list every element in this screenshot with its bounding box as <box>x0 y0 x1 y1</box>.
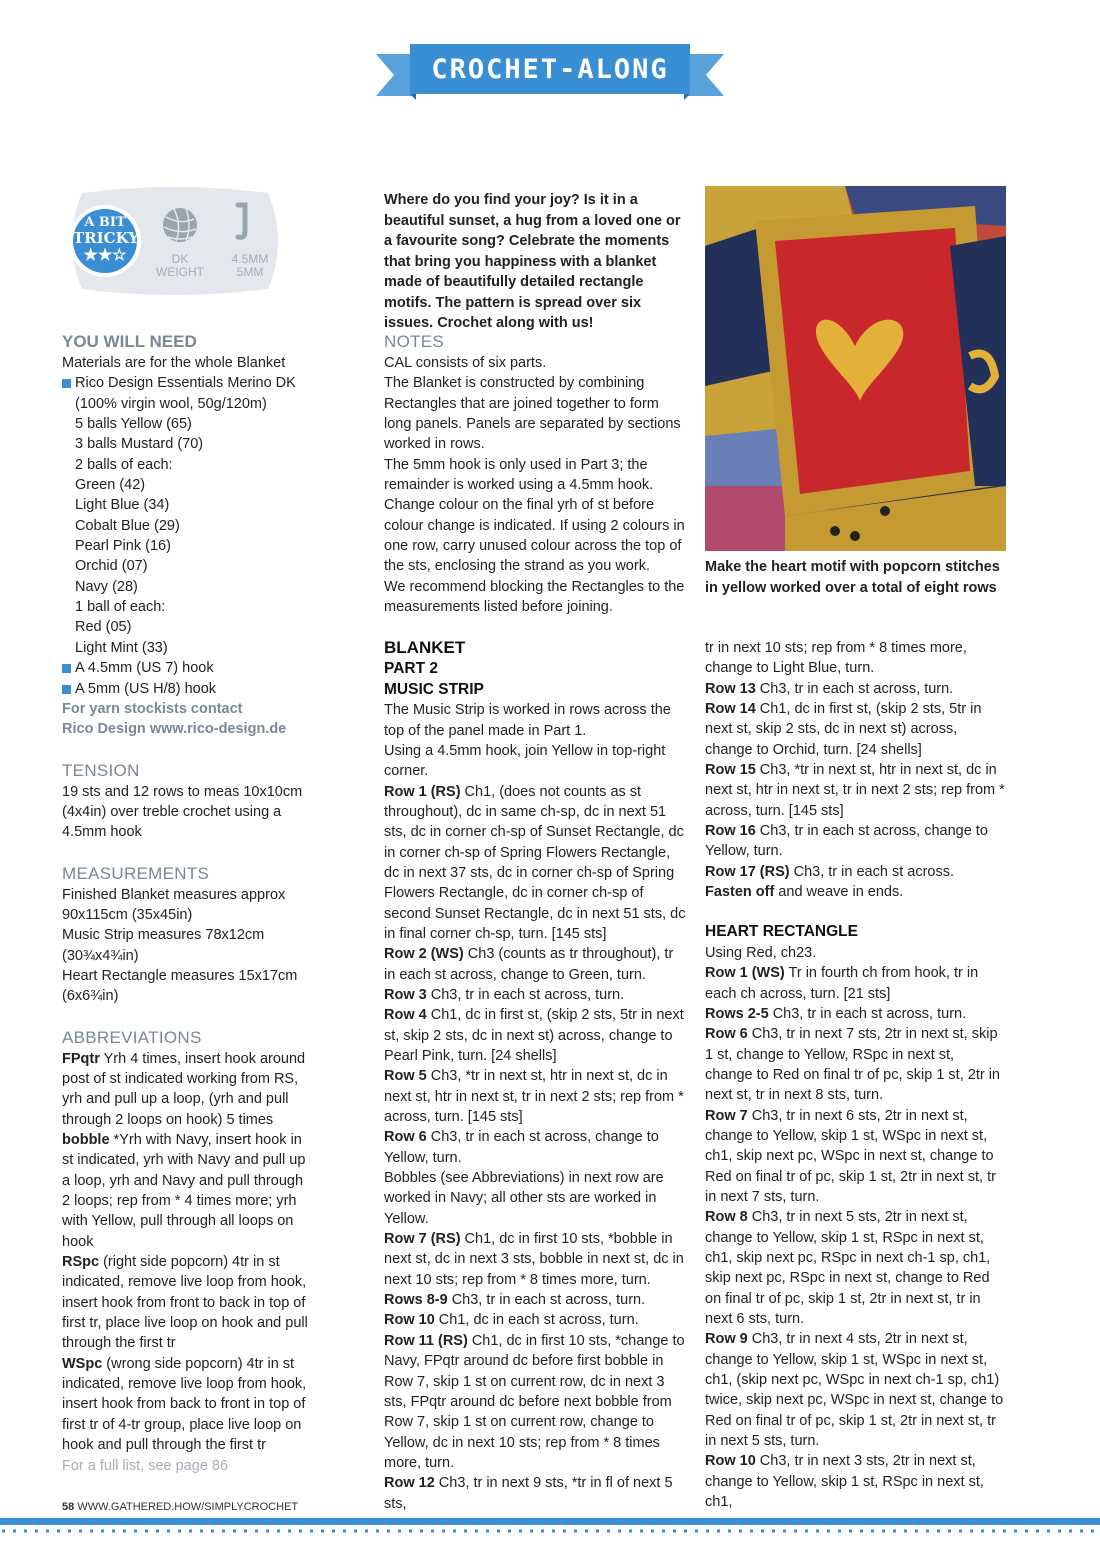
pattern-row <box>705 1004 1005 1024</box>
photo-caption: Make the heart motif with popcorn stitches in yellow worked over a total of eight rows <box>705 559 1000 596</box>
row-label: Row 14 <box>705 701 756 718</box>
row-label: Row 10 <box>384 1312 435 1329</box>
row-text: Ch1, dc in first st, (skip 2 sts, 5tr in next st, skip 2 sts, dc in next st) across, change to Orchid, turn. [24 shells] <box>705 701 982 758</box>
row-label: Row 7 (RS) <box>384 1231 461 1248</box>
list-item: Orchid (07) <box>75 558 148 575</box>
row-text: Ch3, tr in next 9 sts, *tr in fl of next 5 sts, <box>384 1475 673 1512</box>
abbr-term: RSpc <box>62 1254 100 1271</box>
pattern-row <box>384 1290 687 1310</box>
pattern-text: The Music Strip is worked in rows across the top of the panel made in Part 1. <box>384 702 671 739</box>
column-1 <box>62 331 312 1476</box>
hook-item: A 4.5mm (US 7) hook <box>62 658 312 678</box>
row-label: Row 6 <box>384 1129 427 1146</box>
row-label: Row 16 <box>705 823 756 840</box>
pattern-row <box>384 1005 687 1066</box>
row-text: Tr in fourth ch from hook, tr in each ch across, turn. [21 sts] <box>705 965 979 1002</box>
note-paragraph: The Blanket is constructed by combining Rectangles that are joined together to form long panels. Panels are separated by sections worked in rows. <box>384 375 681 453</box>
pattern-row <box>705 679 1005 699</box>
pattern-row <box>384 944 687 985</box>
abbreviations-footnote: For a full list, see page 86 <box>62 1457 229 1474</box>
stockist-contact: For yarn stockists contact <box>62 700 243 717</box>
column-2 <box>384 331 687 1514</box>
pattern-row <box>705 699 1005 760</box>
pattern-row <box>705 821 1005 862</box>
heart-rectangle-heading: HEART RECTANGLE <box>705 923 858 941</box>
footer-dot-rule <box>0 1528 1100 1534</box>
list-item: Navy (28) <box>75 578 138 595</box>
row-label: Row 17 (RS) <box>705 863 790 880</box>
pattern-row <box>384 1229 687 1290</box>
pattern-row <box>705 1024 1005 1105</box>
row-label: Row 2 (WS) <box>384 946 464 963</box>
tension-text: 19 sts and 12 rows to meas 10x10cm (4x4in) over treble crochet using a 4.5mm hook <box>62 783 303 841</box>
measurements-heading: MEASUREMENTS <box>62 863 210 883</box>
yarn-item: Rico Design Essentials Merino DK <box>62 373 312 393</box>
note-paragraph: CAL consists of six parts. <box>384 355 547 371</box>
intro-text: Where do you find your joy? Is it in a beautiful sunset, a hug from a loved one or a favourite song? Celebrate the moments that bring you happiness with a blanket made of beautifully detailed rectangle motifs. The pattern is spread over six issues. Crochet along with us! <box>384 192 681 331</box>
note-paragraph: The 5mm hook is only used in Part 3; the remainder is worked using a 4.5mm hook. <box>384 456 654 494</box>
yarn-weight-label: DK WEIGHT <box>156 252 204 279</box>
row-text: Ch1, dc in each st across, turn. <box>434 1312 639 1329</box>
row-label: Row 11 (RS) <box>384 1332 468 1349</box>
row-text: Ch3, tr in each st across. <box>789 863 954 880</box>
abbreviation <box>62 1130 312 1252</box>
row-label: Row 9 <box>705 1331 748 1348</box>
banner-title: CROCHET-ALONG <box>431 54 669 85</box>
music-strip-heading: MUSIC STRIP <box>384 680 484 698</box>
row-text: Ch3, tr in each st across, change to Yellow, turn. <box>384 1129 659 1166</box>
list-item: 3 balls Mustard (70) <box>75 436 204 453</box>
row-label: Row 3 <box>384 986 427 1003</box>
hook-size-label: 4.5MM 5MM <box>231 252 269 279</box>
abbr-def: (right side popcorn) 4tr in st indicated, remove live loop from hook, insert hook from front to back in top of first tr, place live loop on hook and pull through the first tr <box>62 1254 308 1352</box>
pattern-row <box>705 1451 1005 1512</box>
pattern-row <box>705 1106 1005 1208</box>
pattern-row <box>384 1331 687 1473</box>
pattern-text: Using Red, ch23. <box>705 944 817 961</box>
pattern-row <box>705 760 1005 821</box>
hook-item: A 5mm (US H/8) hook <box>62 679 312 699</box>
blanket-heading: BLANKET <box>384 638 466 658</box>
abbr-term: WSpc <box>62 1355 103 1372</box>
pattern-row <box>384 782 687 945</box>
abbreviation <box>62 1252 312 1354</box>
abbreviations-heading: ABBREVIATIONS <box>62 1027 202 1047</box>
row-label: Row 4 <box>384 1007 427 1024</box>
row-text: Ch3, tr in each st across, change to Yellow, turn. <box>705 823 988 860</box>
row-text: Ch3, tr in next 7 sts, 2tr in next st, skip 1 st, change to Yellow, RSpc in next st, change to Red on final tr of pc, skip 1 st, 2tr in next st, tr in next 8 sts, turn. <box>705 1026 1000 1104</box>
list-item: 5 balls Yellow (65) <box>75 416 192 433</box>
pattern-row <box>384 1473 687 1514</box>
list-item: 2 balls of each: <box>75 456 173 473</box>
list-item: Green (42) <box>75 477 146 494</box>
footer-url[interactable]: WWW.GATHERED.HOW/SIMPLYCROCHET <box>77 1501 299 1513</box>
pattern-text: Using a 4.5mm hook, join Yellow in top-right corner. <box>384 742 666 780</box>
materials-intro: Materials are for the whole Blanket <box>62 355 286 371</box>
row-label: Rows 8-9 <box>384 1292 448 1309</box>
skill-badge-line1: A BIT <box>84 215 126 230</box>
bobble-note: Bobbles (see Abbreviations) in next row are worked in Navy; all other sts are worked in Yellow. <box>384 1170 664 1227</box>
you-will-need-heading: YOU WILL NEED <box>62 332 197 351</box>
notes-heading: NOTES <box>384 332 445 351</box>
list-item: Pearl Pink (16) <box>75 538 171 555</box>
note-paragraph: Change colour on the final yrh of st before colour change is indicated. If using 2 colours in one row, carry unused colour across the top of the sts, enclosing the strand as you work. <box>384 497 685 575</box>
row-label: Row 10 <box>705 1453 756 1470</box>
measurement-text: Finished Blanket measures approx 90x115cm (35x45in) <box>62 886 286 923</box>
pattern-row <box>705 1329 1005 1451</box>
measurement-text: Heart Rectangle measures 15x17cm (6x6¾in) <box>62 967 298 1005</box>
row-text: Ch1, dc in first 10 sts, *change to Navy, FPqtr around dc before first bobble in Row 7, skip 1 st on current row, dc in next 3 sts, FPqtr around dc before next bobble from Row 7, skip 1 st on current row, change to Yellow, dc in next 10 sts; rep from * 8 times more, turn. <box>384 1332 685 1471</box>
list-item: Cobalt Blue (29) <box>75 517 180 534</box>
pattern-row <box>705 862 1005 882</box>
skill-badge-line2: TRICKY <box>73 229 139 247</box>
pattern-row <box>384 1310 687 1330</box>
row-text: Ch3, tr in next 6 sts, 2tr in next st, change to Yellow, skip 1 st, WSpc in next st, ch1, skip next pc, WSpc in next st, change to Red on final tr of pc, skip 1 st, 2tr in next st, tr in next 7 sts, turn. <box>705 1107 996 1205</box>
abbr-def: (wrong side popcorn) 4tr in st indicated, remove live loop from hook, insert hook from back to front in top of first tr of 4-tr group, place live loop on hook and pull through the first tr <box>62 1355 307 1454</box>
list-item: Light Blue (34) <box>75 497 170 514</box>
skill-stars: ★★☆ <box>83 245 127 264</box>
row-text: Ch3, tr in next 5 sts, 2tr in next st, change to Yellow, skip 1 st, RSpc in next st, ch1, skip next pc, RSpc in next ch-1 sp, ch1, skip next pc, RSpc in next st, change to Red on final tr of pc, skip 1 st, 2tr in next st, tr in next 6 sts, turn. <box>705 1209 991 1327</box>
abbr-term: bobble <box>62 1132 110 1148</box>
abbreviation <box>62 1354 312 1456</box>
column-3 <box>705 638 1005 1512</box>
row-label: Fasten off <box>705 884 775 901</box>
list-item: 1 ball of each: <box>75 599 166 616</box>
pattern-row <box>384 1127 687 1168</box>
list-item: Red (05) <box>75 619 132 636</box>
stockist-link[interactable]: Rico Design www.rico-design.de <box>62 721 287 738</box>
list-item: Light Mint (33) <box>75 639 168 656</box>
abbr-def: *Yrh with Navy, insert hook in st indicated, yrh with Navy and pull up a loop, yrh and Navy and pull through 2 loops; rep from * 4 times more; yrh with Yellow, pull through all loops on hook <box>62 1132 306 1250</box>
page-number: 58 <box>62 1501 75 1513</box>
footer-rule <box>0 1518 1100 1525</box>
row-label: Row 5 <box>384 1068 427 1085</box>
row-label: Row 1 (RS) <box>384 783 461 800</box>
yarn-detail: (100% virgin wool, 50g/120m) <box>75 395 267 412</box>
row-text: Ch3, tr in each st across, turn. <box>447 1292 646 1309</box>
row-label: Row 8 <box>705 1209 748 1226</box>
row-text: Ch1, (does not counts as st throughout), dc in same ch-sp, dc in next 51 sts, dc in corner ch-sp of Sunset Rectangle, dc in corner ch-sp of Spring Flowers Rectangle, dc in next 37 sts, dc in corner ch-sp of Spring Flowers Rectangle, dc in corner ch-sp of second Sunset Rectangle, dc in next 51 sts, dc in final corner ch-sp, turn. [145 sts] <box>384 783 686 942</box>
row-text: Ch3, *tr in next st, htr in next st, dc in next st, htr in next st, tr in next 2 sts; rep from * across, turn. [145 sts] <box>384 1068 684 1126</box>
row-text: Ch3, tr in each st across, turn. <box>426 986 625 1003</box>
pattern-row <box>384 985 687 1005</box>
pattern-row <box>705 882 1005 902</box>
abbreviation <box>62 1049 312 1130</box>
abbr-def: Yrh 4 times, insert hook around post of st indicated working from RS, yrh and pull up a loop, (yrh and pull through 2 loops on hook) 5 times <box>62 1050 306 1128</box>
pattern-row <box>705 1207 1005 1329</box>
row-text: and weave in ends. <box>774 884 904 901</box>
heart-rectangle-photo <box>705 186 1006 551</box>
pattern-row <box>384 1066 687 1127</box>
row-label: Row 1 (WS) <box>705 965 785 982</box>
measurement-text: Music Strip measures 78x12cm (30¾x4¾in) <box>62 927 265 964</box>
row-text: Ch3 (counts as tr throughout), tr in each st across, change to Green, turn. <box>384 946 674 983</box>
row-label: Row 15 <box>705 762 756 779</box>
row-text: Ch3, tr in next 3 sts, 2tr in next st, change to Yellow, skip 1 st, RSpc in next st, ch1, <box>705 1453 984 1511</box>
row-text: Ch3, tr in next 4 sts, 2tr in next st, change to Yellow, skip 1 st, WSpc in next st, ch1, (skip next pc, WSpc in next ch-1 sp, ch1) twice, skip next pc, WSpc in next st, change to Red on final tr of pc, skip 1 st, 2tr in next st, tr in next 5 sts, turn. <box>705 1331 1004 1450</box>
row-label: Rows 2-5 <box>705 1005 769 1022</box>
row-label: Row 6 <box>705 1026 748 1043</box>
part-heading: PART 2 <box>384 660 438 678</box>
row-label: Row 12 <box>384 1475 435 1492</box>
pattern-row <box>705 963 1005 1004</box>
tension-heading: TENSION <box>62 760 140 780</box>
row-label: Row 13 <box>705 680 756 697</box>
row-text: Ch3, tr in each st across, turn. <box>768 1005 967 1022</box>
pattern-text: tr in next 10 sts; rep from * 8 times more, change to Light Blue, turn. <box>705 640 967 677</box>
row-text: Ch1, dc in first 10 sts, *bobble in next st, dc in next 3 sts, bobble in next st, dc in next 10 sts; rep from * 8 times more, turn. <box>384 1231 684 1288</box>
abbr-term: FPqtr <box>62 1050 100 1067</box>
row-text: Ch1, dc in first st, (skip 2 sts, 5tr in next st, skip 2 sts, dc in next st) across, change to Pearl Pink, turn. [24 shells] <box>384 1007 684 1064</box>
row-text: Ch3, tr in each st across, turn. <box>755 680 954 697</box>
row-text: Ch3, *tr in next st, htr in next st, dc in next st, htr in next st, tr in next 2 sts; rep from * across, turn. [145 sts] <box>705 762 1005 819</box>
row-label: Row 7 <box>705 1107 748 1124</box>
note-paragraph: We recommend blocking the Rectangles to the measurements listed before joining. <box>384 578 685 616</box>
page-footer <box>62 1501 298 1513</box>
